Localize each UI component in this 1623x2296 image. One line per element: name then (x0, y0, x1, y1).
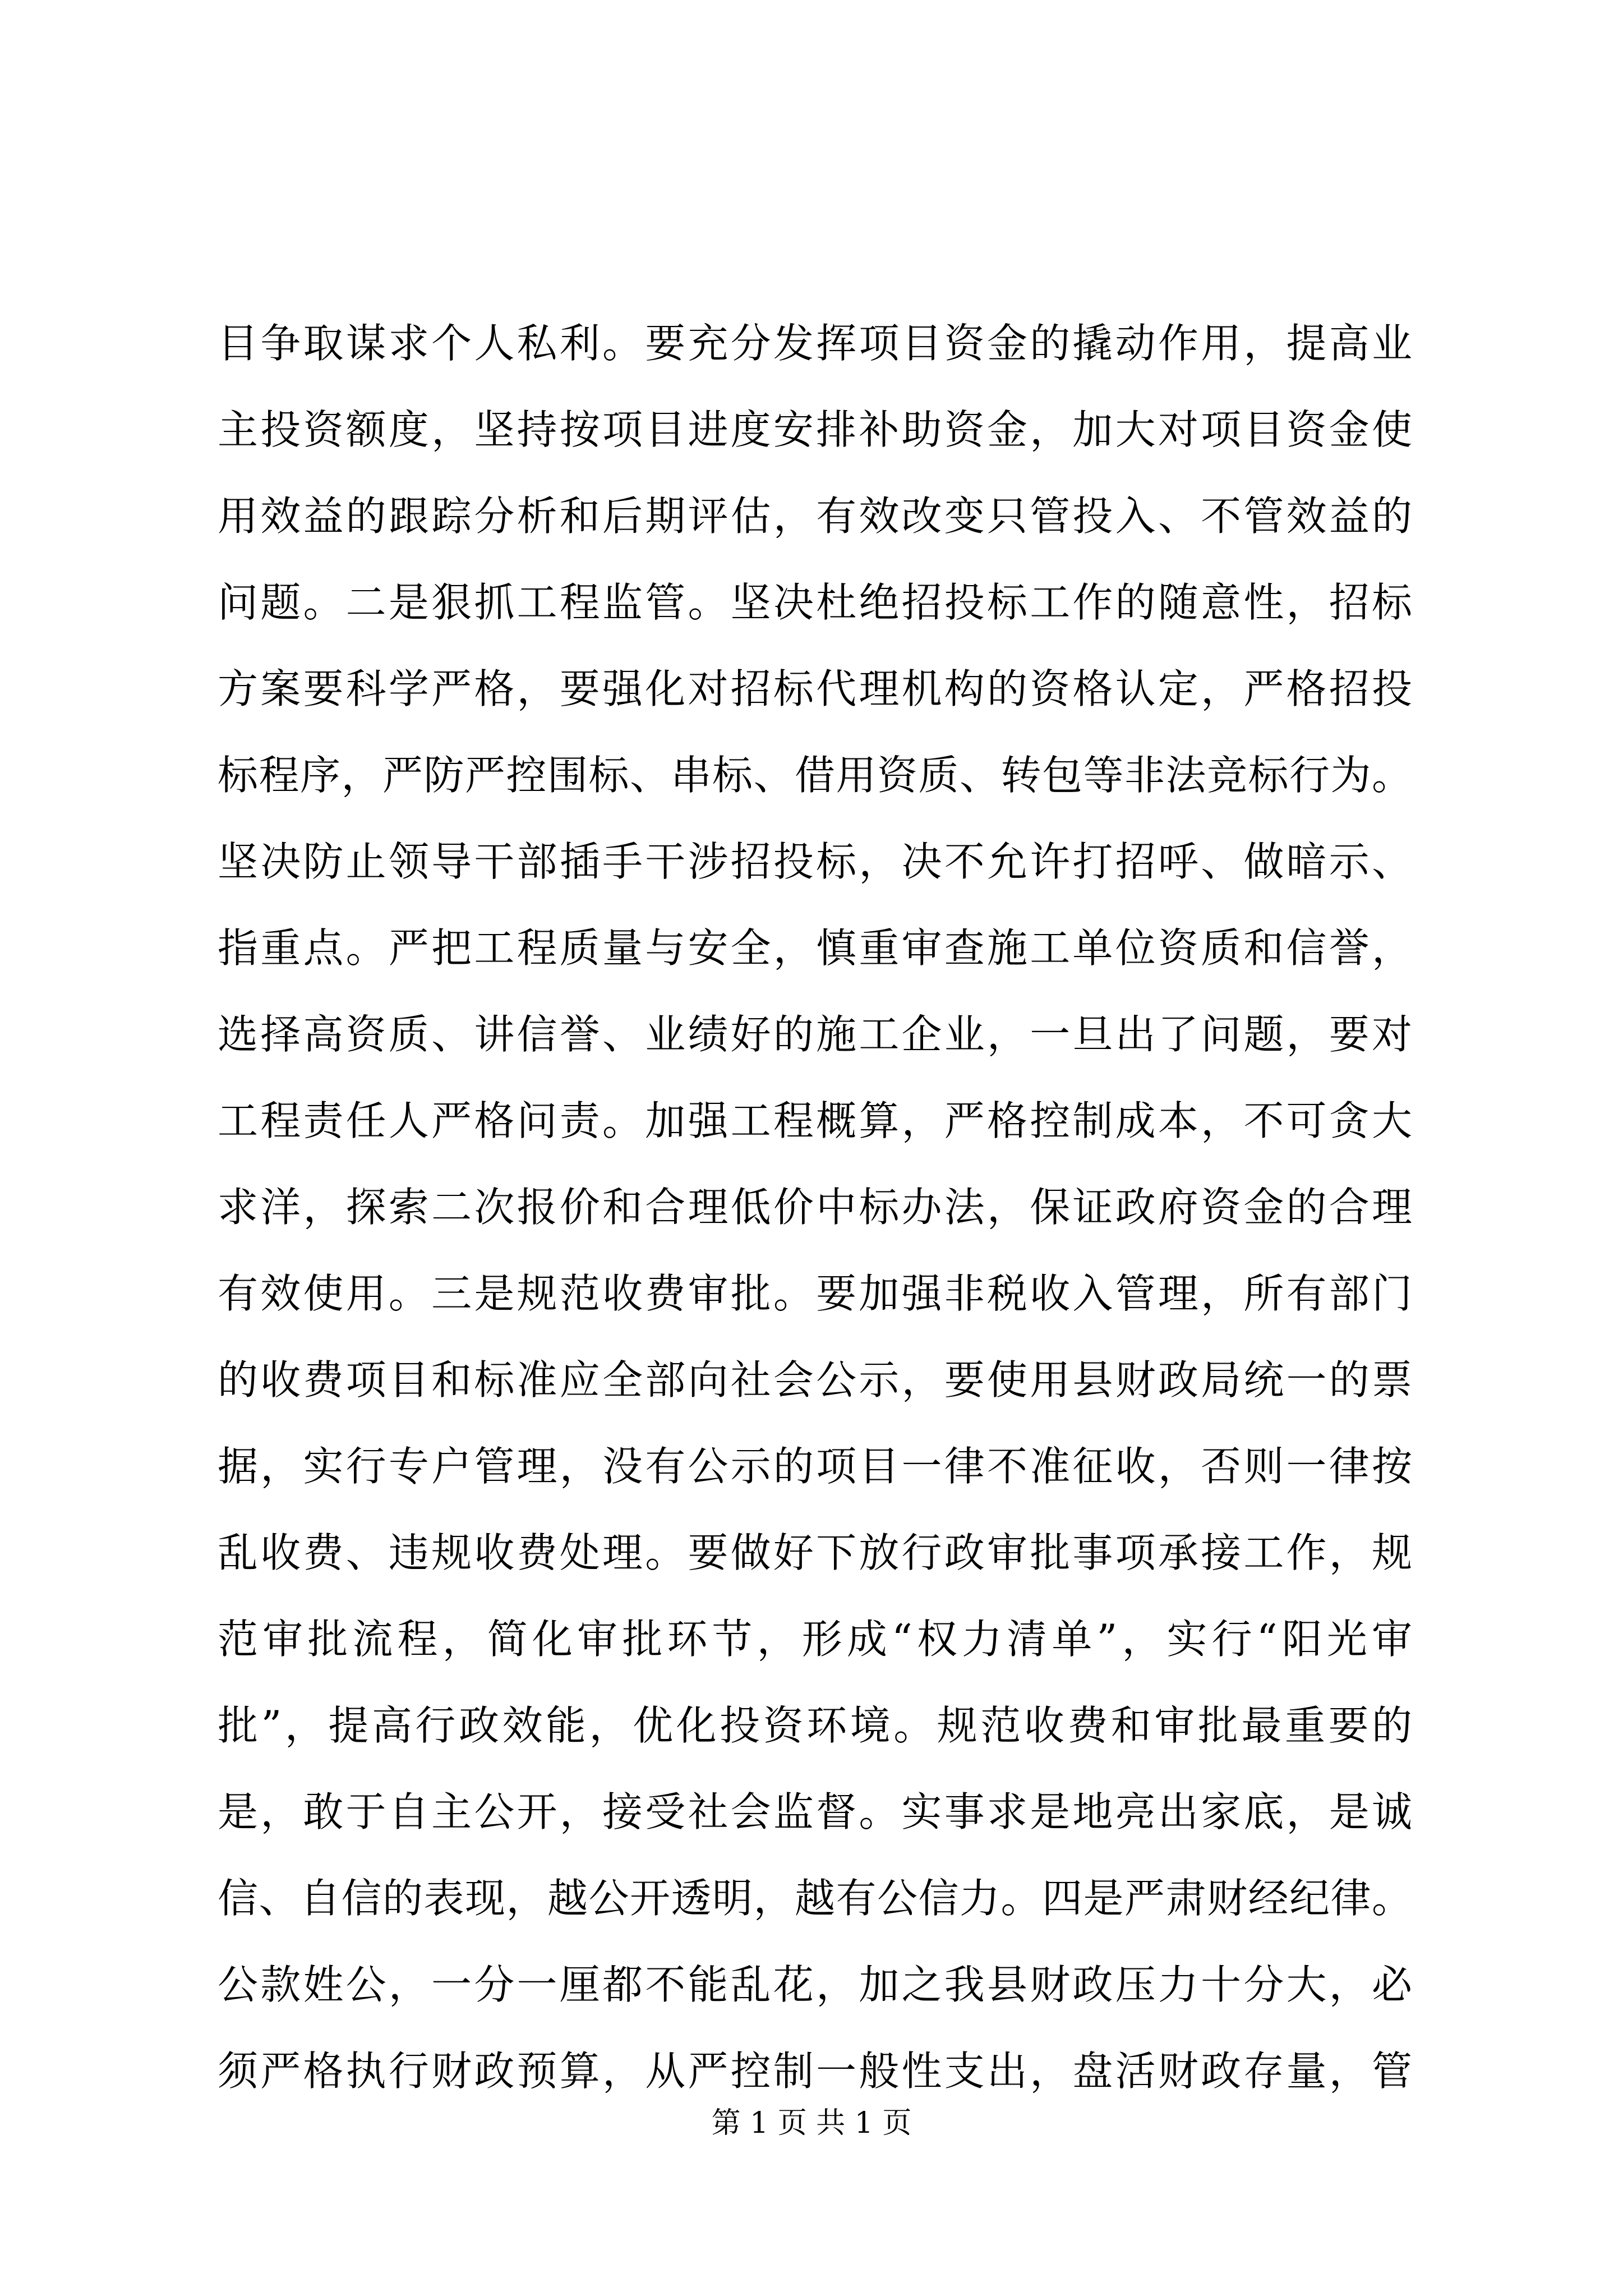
document-body (218, 300, 1412, 2114)
text-line: 据，实行专户管理，没有公示的项目一律不准征收，否则一律按 (218, 1443, 1412, 1490)
text-line: 是，敢于自主公开，接受社会监督。实事求是地亮出家底，是诚 (218, 1788, 1412, 1835)
text-line: 乱收费、违规收费处理。要做好下放行政审批事项承接工作，规 (218, 1529, 1412, 1576)
page-number-label: 第 1 页 共 1 页 (711, 2106, 912, 2140)
text-line: 的收费项目和标准应全部向社会公示，要使用县财政局统一的票 (218, 1356, 1412, 1404)
text-line: 工程责任人严格问责。加强工程概算，严格控制成本，不可贪大 (218, 1097, 1412, 1144)
text-line: 问题。二是狠抓工程监管。坚决杜绝招投标工作的随意性，招标 (218, 579, 1412, 626)
text-line: 批”，提高行政效能，优化投资环境。规范收费和审批最重要的 (218, 1702, 1412, 1749)
text-line: 选择高资质、讲信誉、业绩好的施工企业，一旦出了问题，要对 (218, 1011, 1412, 1058)
text-line: 须严格执行财政预算，从严控制一般性支出，盘活财政存量，管 (218, 2047, 1412, 2095)
text-line: 求洋，探索二次报价和合理低价中标办法，保证政府资金的合理 (218, 1184, 1412, 1231)
text-line: 坚决防止领导干部插手干涉招投标，决不允许打招呼、做暗示、 (218, 838, 1412, 885)
text-line: 指重点。严把工程质量与安全，慎重审查施工单位资质和信誉， (218, 924, 1412, 972)
text-line: 有效使用。三是规范收费审批。要加强非税收入管理，所有部门 (218, 1270, 1412, 1317)
text-line: 范审批流程，简化审批环节，形成“权力清单”，实行“阳光审 (218, 1616, 1412, 1663)
text-line: 主投资额度，坚持按项目进度安排补助资金，加大对项目资金使 (218, 406, 1412, 453)
text-line: 标程序，严防严控围标、串标、借用资质、转包等非法竞标行为。 (218, 752, 1412, 799)
text-line: 信、自信的表现，越公开透明，越有公信力。四是严肃财经纪律。 (218, 1875, 1412, 1922)
text-line: 目争取谋求个人私利。要充分发挥项目资金的撬动作用，提高业 (218, 320, 1412, 367)
text-line: 公款姓公，一分一厘都不能乱花，加之我县财政压力十分大，必 (218, 1961, 1412, 2008)
text-line: 方案要科学严格，要强化对招标代理机构的资格认定，严格招投 (218, 665, 1412, 712)
text-line: 用效益的跟踪分析和后期评估，有效改变只管投入、不管效益的 (218, 493, 1412, 540)
page-footer (0, 2104, 1623, 2143)
